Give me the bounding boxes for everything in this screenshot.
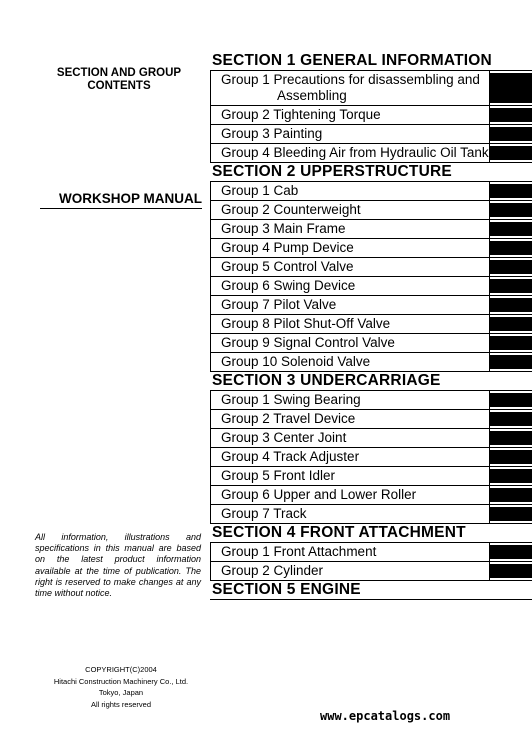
- group-row[interactable]: [210, 486, 532, 505]
- group-label: [210, 220, 490, 238]
- group-label-text: Group 1 Precautions for disassembling and Assembling: [221, 72, 480, 103]
- copyright-block: [40, 664, 202, 710]
- group-row[interactable]: [210, 277, 532, 296]
- index-tab[interactable]: [490, 431, 532, 445]
- group-label-text: Group 1 Swing Bearing: [221, 392, 361, 407]
- group-label: [210, 277, 490, 295]
- section-title[interactable]: SECTION 5 ENGINE: [210, 581, 532, 600]
- group-label: [210, 334, 490, 352]
- group-label-text: Group 9 Signal Control Valve: [221, 335, 395, 350]
- contents-heading-line2: CONTENTS: [87, 80, 151, 92]
- group-label: [210, 71, 490, 105]
- index-tab[interactable]: [490, 393, 532, 407]
- group-label-text: Group 6 Upper and Lower Roller: [221, 487, 417, 502]
- group-label: [210, 315, 490, 333]
- group-label: [210, 543, 490, 561]
- group-label: [210, 562, 490, 580]
- group-label-text: Group 4 Track Adjuster: [221, 449, 360, 464]
- group-row[interactable]: [210, 296, 532, 315]
- group-row[interactable]: [210, 258, 532, 277]
- index-tab[interactable]: [490, 336, 532, 350]
- group-label: [210, 182, 490, 200]
- index-tab[interactable]: [490, 260, 532, 274]
- group-label-text: Group 1 Cab: [221, 183, 299, 198]
- group-label: [210, 467, 490, 485]
- group-label-text: Group 2 Travel Device: [221, 411, 356, 426]
- group-row[interactable]: [210, 182, 532, 201]
- group-label: [210, 258, 490, 276]
- group-row[interactable]: [210, 106, 532, 125]
- index-tab[interactable]: [490, 564, 532, 578]
- group-row[interactable]: [210, 201, 532, 220]
- group-label: [210, 448, 490, 466]
- index-tab[interactable]: [490, 127, 532, 141]
- group-label: [210, 201, 490, 219]
- group-row[interactable]: [210, 391, 532, 410]
- group-row[interactable]: [210, 467, 532, 486]
- index-tab[interactable]: [490, 146, 532, 160]
- group-label-text: Group 7 Pilot Valve: [221, 297, 337, 312]
- group-row[interactable]: [210, 239, 532, 258]
- index-tab[interactable]: [490, 222, 532, 236]
- index-tab[interactable]: [490, 412, 532, 426]
- group-row[interactable]: [210, 144, 532, 163]
- index-tab[interactable]: [490, 317, 532, 331]
- group-label-text: Group 6 Swing Device: [221, 278, 356, 293]
- company-line: Hitachi Construction Machinery Co., Ltd.: [53, 676, 189, 686]
- group-label: [210, 296, 490, 314]
- copyright-line: COPYRIGHT(C)2004: [85, 665, 157, 674]
- index-tab[interactable]: [490, 203, 532, 217]
- index-tab[interactable]: [490, 469, 532, 483]
- group-label-text: Group 5 Control Valve: [221, 259, 354, 274]
- group-label: [210, 429, 490, 447]
- workshop-manual-title: WORKSHOP MANUAL: [40, 191, 202, 209]
- watermark-url: www.epcatalogs.com: [320, 709, 451, 723]
- section-title[interactable]: SECTION 3 UNDERCARRIAGE: [210, 372, 532, 391]
- location-line: Tokyo, Japan: [98, 688, 144, 697]
- group-label-text: Group 2 Cylinder: [221, 563, 324, 578]
- group-label: [210, 391, 490, 409]
- index-tab[interactable]: [490, 507, 532, 521]
- group-label-text: Group 8 Pilot Shut-Off Valve: [221, 316, 391, 331]
- section-title[interactable]: SECTION 1 GENERAL INFORMATION: [210, 52, 532, 71]
- group-label-text: Group 2 Tightening Torque: [221, 107, 381, 122]
- group-label: [210, 125, 490, 143]
- group-label-text: Group 10 Solenoid Valve: [221, 354, 371, 369]
- group-row[interactable]: [210, 562, 532, 581]
- group-label-text: Group 5 Front Idler: [221, 468, 336, 483]
- group-row[interactable]: [210, 125, 532, 144]
- rights-line: All rights reserved: [90, 699, 152, 709]
- disclaimer-text: All information, illustrations and specifications in this manual are based on the latest product information available at the time of publication. The right is reserved to make changes at any time without notice.: [35, 532, 201, 599]
- index-tab[interactable]: [490, 298, 532, 312]
- index-tab[interactable]: [490, 241, 532, 255]
- group-row[interactable]: [210, 448, 532, 467]
- group-label-text: Group 3 Center Joint: [221, 430, 347, 445]
- index-tab[interactable]: [490, 545, 532, 559]
- index-tab[interactable]: [490, 355, 532, 369]
- index-tab[interactable]: [490, 184, 532, 198]
- group-label-text: Group 1 Front Attachment: [221, 544, 377, 559]
- group-row[interactable]: [210, 505, 532, 524]
- group-row[interactable]: [210, 410, 532, 429]
- group-label: [210, 505, 490, 523]
- group-label-text: Group 2 Counterweight: [221, 202, 361, 217]
- group-label: [210, 486, 490, 504]
- group-row[interactable]: [210, 353, 532, 372]
- index-tab[interactable]: [490, 488, 532, 502]
- group-label-text: Group 3 Painting: [221, 126, 323, 141]
- group-row[interactable]: [210, 315, 532, 334]
- group-label-text: Group 4 Bleeding Air from Hydraulic Oil Tank: [221, 145, 489, 160]
- group-label-text: Group 3 Main Frame: [221, 221, 346, 236]
- index-tab[interactable]: [490, 279, 532, 293]
- table-of-contents: [210, 52, 532, 600]
- group-row[interactable]: [210, 334, 532, 353]
- group-label-text: Group 7 Track: [221, 506, 307, 521]
- section-title[interactable]: SECTION 4 FRONT ATTACHMENT: [210, 524, 532, 543]
- group-label: [210, 144, 490, 162]
- section-group-contents-heading: [40, 67, 198, 93]
- group-row[interactable]: [210, 220, 532, 239]
- index-tab[interactable]: [490, 108, 532, 122]
- group-label-text: Group 4 Pump Device: [221, 240, 354, 255]
- group-row[interactable]: [210, 71, 532, 106]
- index-tab[interactable]: [490, 73, 532, 103]
- section-title[interactable]: SECTION 2 UPPERSTRUCTURE: [210, 163, 532, 182]
- group-label: [210, 106, 490, 124]
- index-tab[interactable]: [490, 450, 532, 464]
- group-row[interactable]: [210, 543, 532, 562]
- group-row[interactable]: [210, 429, 532, 448]
- group-label: [210, 353, 490, 371]
- group-label: [210, 239, 490, 257]
- contents-heading-line1: SECTION AND GROUP: [56, 67, 182, 79]
- group-label: [210, 410, 490, 428]
